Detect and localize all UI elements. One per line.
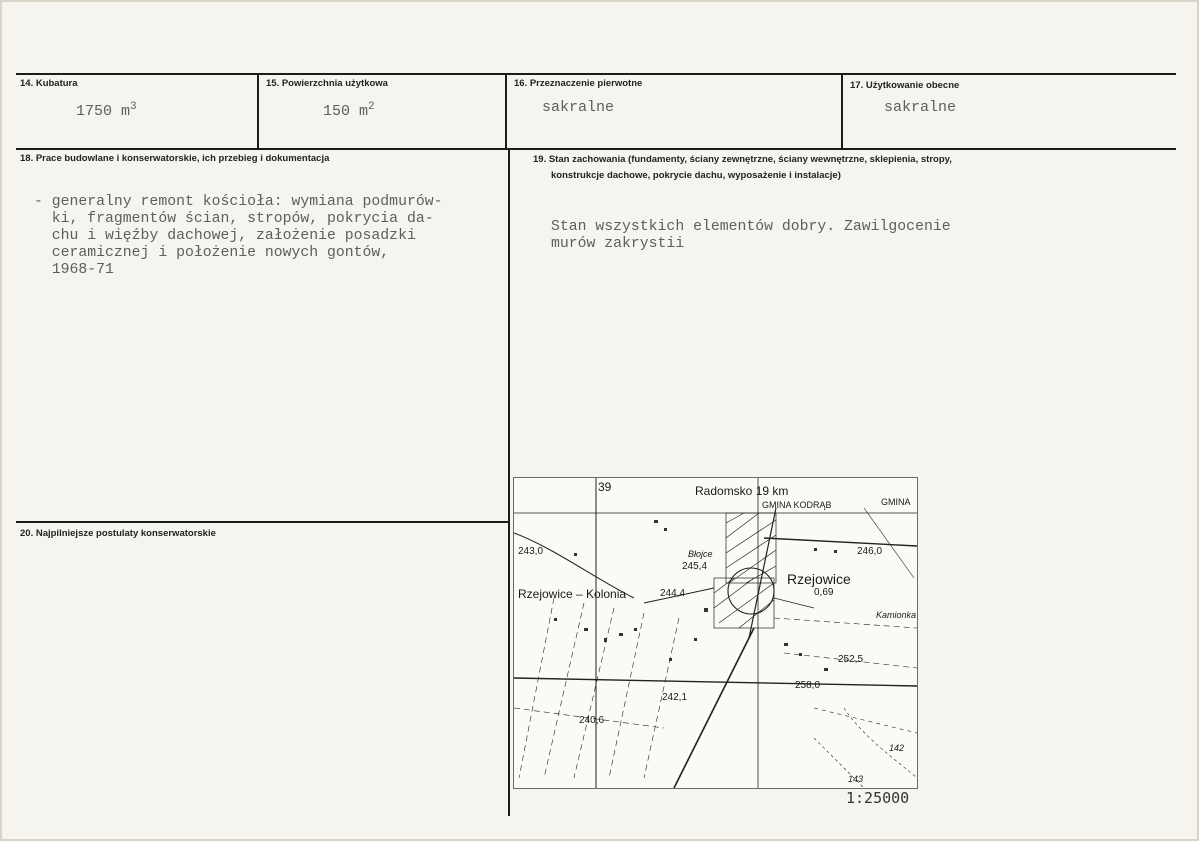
section-15-label: 15. Powierzchnia użytkowa — [266, 78, 388, 89]
map-village-label: Rzejowice — [787, 571, 851, 587]
section-18-line-3: chu i więźby dachowej, założenie posadzki — [34, 228, 416, 244]
section-14-label: 14. Kubatura — [20, 78, 78, 89]
section-18-line-4: ceramicznej i położenie nowych gontów, — [34, 245, 390, 261]
section-16-label: 16. Przeznaczenie pierwotne — [514, 78, 643, 89]
map-height-11: 143 — [848, 774, 864, 784]
kubatura-unit-exponent: 3 — [130, 101, 137, 113]
map-height-5: 0,69 — [814, 587, 834, 598]
section-15-value — [323, 99, 375, 120]
section-19-line-2: murów zakrystii — [551, 236, 685, 252]
section-20-label: 20. Najpilniejsze postulaty konserwatorskie — [20, 528, 216, 539]
map-direction-label: Radomsko 19 km — [695, 484, 789, 498]
section-16-value: sakralne — [542, 99, 615, 116]
section-19-label-line-1: 19. Stan zachowania (fundamenty, ściany zewnętrzne, ściany wewnętrzne, sklepienia, stropy, — [533, 154, 952, 165]
map-height-9: 240,6 — [579, 715, 605, 726]
divider-15-16 — [505, 73, 507, 150]
divider-14-15 — [257, 73, 259, 150]
powierzchnia-value: 150 m — [323, 103, 369, 120]
map-height-10: 142 — [889, 743, 905, 753]
map-height-8: 242,1 — [662, 692, 688, 703]
map-hamlet1-label: Błojce — [688, 549, 713, 559]
section-18-bottom-rule — [16, 521, 508, 523]
middle-rule — [16, 148, 1176, 150]
map-hamlet2-label: Kamionka — [876, 610, 917, 620]
map-height-1: 243,0 — [518, 546, 544, 557]
map-height-3: 244,4 — [660, 588, 686, 599]
section-18-line-2: ki, fragmentów ścian, stropów, pokrycia da- — [34, 211, 434, 227]
section-18-line-5: 1968-71 — [34, 262, 114, 278]
top-rule — [16, 73, 1176, 75]
kubatura-value: 1750 m — [76, 103, 131, 120]
map-gmina-left: GMINA KODRĄB — [762, 500, 832, 510]
section-18-line-1: - generalny remont kościoła: wymiana podmurów- — [34, 194, 443, 210]
map-gmina-right: GMINA — [881, 497, 911, 507]
map-height-2: 245,4 — [682, 561, 708, 572]
section-14-value — [76, 99, 137, 120]
map-grid-number: 39 — [598, 480, 612, 494]
section-19-text — [551, 202, 951, 287]
divider-16-17 — [841, 73, 843, 150]
map-drawing — [514, 478, 917, 788]
section-17-label: 17. Użytkowanie obecne — [850, 80, 960, 91]
section-19-label-line-2: konstrukcje dachowe, pokrycie dachu, wyposażenie i instalacje) — [551, 170, 841, 181]
map-colony-label: Rzejowice – Kolonia — [518, 587, 627, 601]
map-height-6: 252,5 — [838, 654, 864, 665]
divider-left-right — [508, 148, 510, 816]
map-height-4: 246,0 — [857, 546, 883, 557]
section-18-label: 18. Prace budowlane i konserwatorskie, ich przebieg i dokumentacja — [20, 153, 330, 164]
location-map — [513, 477, 918, 789]
map-scale: 1:25000 — [846, 789, 910, 807]
section-17-value: sakralne — [884, 99, 957, 116]
powierzchnia-unit-exponent: 2 — [368, 101, 375, 113]
section-19-line-1: Stan wszystkich elementów dobry. Zawilgocenie — [551, 219, 951, 235]
section-18-text — [34, 177, 442, 313]
map-height-7: 258,0 — [795, 680, 821, 691]
